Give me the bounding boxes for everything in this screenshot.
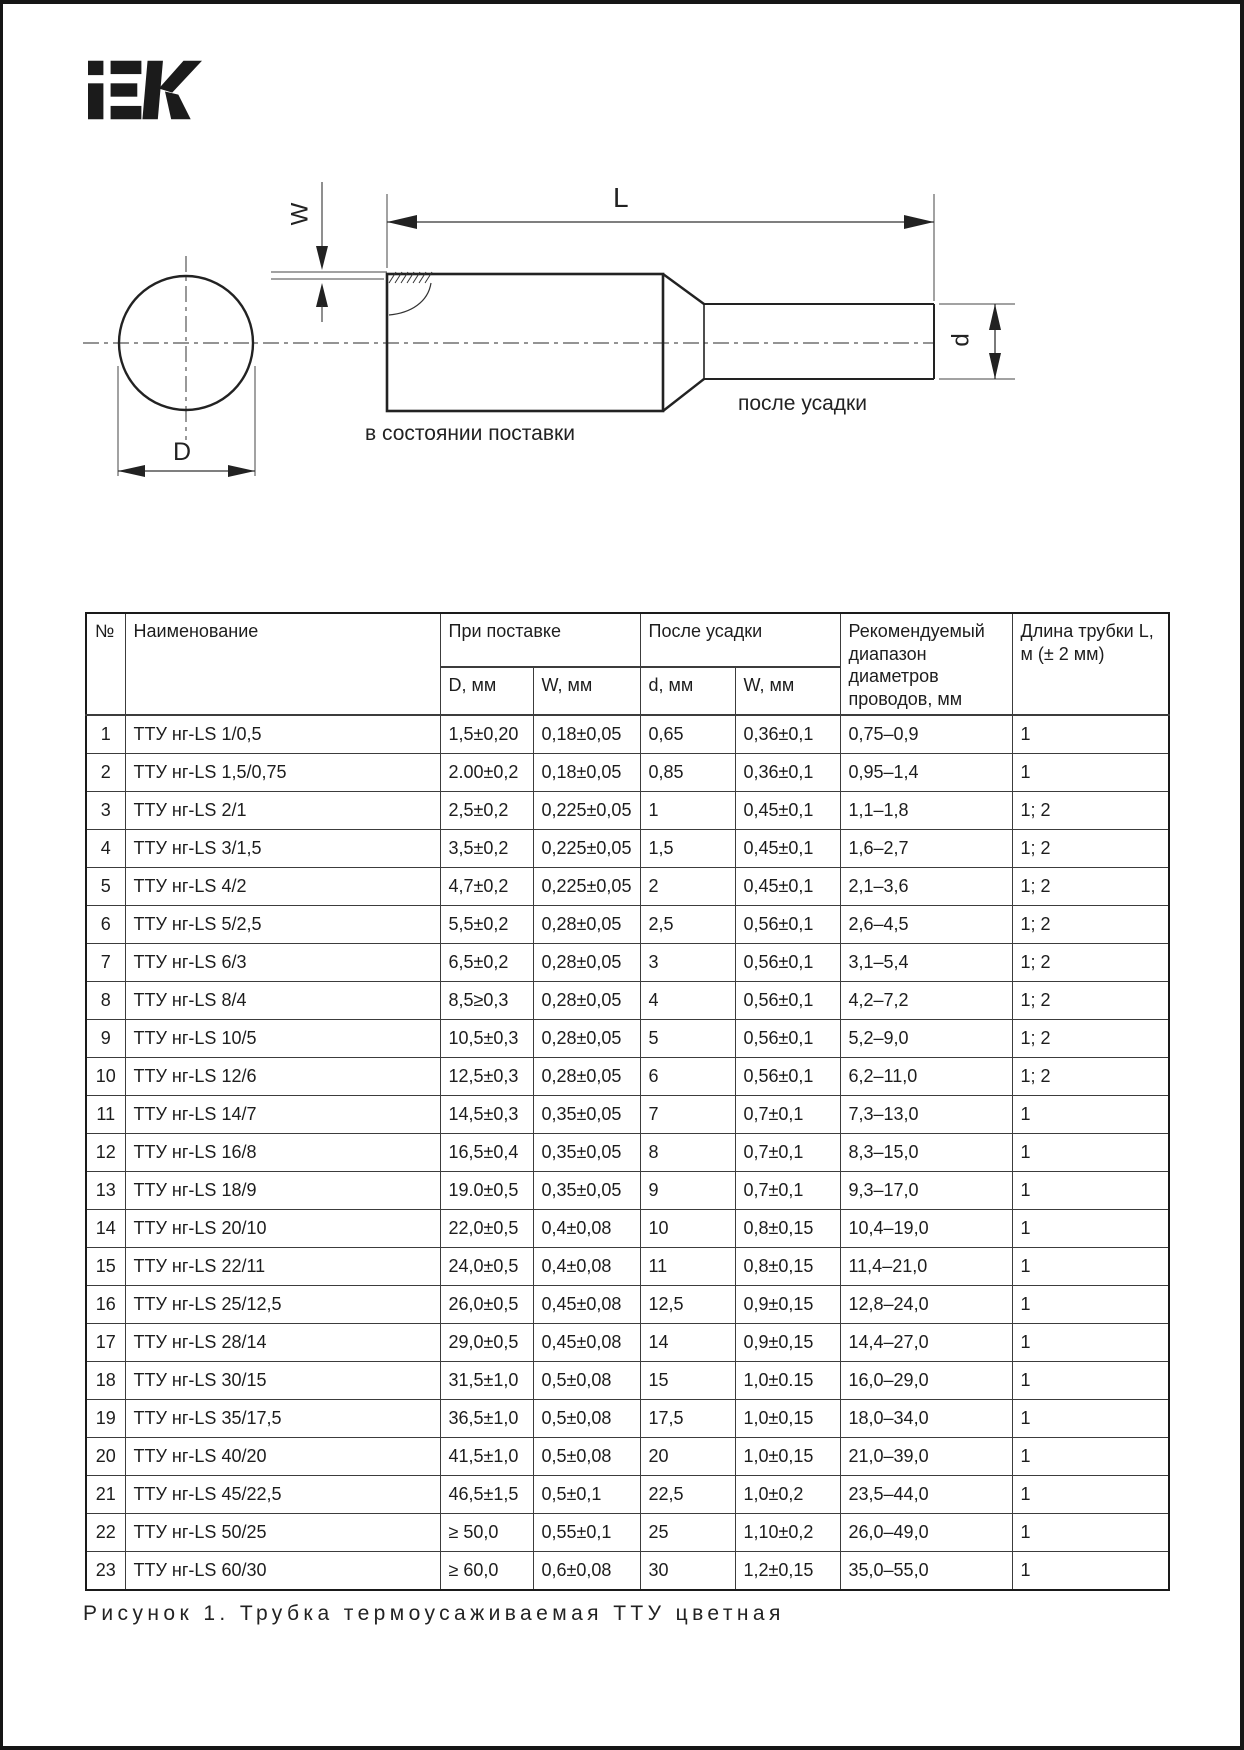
- table-cell: 1: [1012, 1172, 1169, 1210]
- table-cell: 8: [86, 982, 125, 1020]
- table-cell: 0,45±0,08: [533, 1324, 640, 1362]
- table-cell: ТТУ нг-LS 60/30: [125, 1552, 440, 1591]
- table-cell: 0,7±0,1: [735, 1096, 840, 1134]
- table-cell: 2,6–4,5: [840, 906, 1012, 944]
- table-cell: 15: [640, 1362, 735, 1400]
- table-cell: 30: [640, 1552, 735, 1591]
- table-cell: 1,1–1,8: [840, 792, 1012, 830]
- table-cell: 0,5±0,1: [533, 1476, 640, 1514]
- table-cell: ТТУ нг-LS 22/11: [125, 1248, 440, 1286]
- table-cell: 3,5±0,2: [440, 830, 533, 868]
- table-cell: 0,55±0,1: [533, 1514, 640, 1552]
- table-cell: 8,5≥0,3: [440, 982, 533, 1020]
- table-cell: 0,5±0,08: [533, 1438, 640, 1476]
- spec-table-body: [86, 715, 1169, 1590]
- table-cell: 0,7±0,1: [735, 1134, 840, 1172]
- table-cell: ТТУ нг-LS 4/2: [125, 868, 440, 906]
- table-cell: ТТУ нг-LS 8/4: [125, 982, 440, 1020]
- header-D-mm: D, мм: [440, 667, 533, 715]
- header-group-shrunk: После усадки: [640, 613, 840, 667]
- table-cell: 22,5: [640, 1476, 735, 1514]
- table-row: [86, 1324, 1169, 1362]
- table-cell: 0,225±0,05: [533, 868, 640, 906]
- table-cell: 41,5±1,0: [440, 1438, 533, 1476]
- table-cell: 12,5±0,3: [440, 1058, 533, 1096]
- table-cell: 6: [640, 1058, 735, 1096]
- table-cell: 26,0±0,5: [440, 1286, 533, 1324]
- table-cell: 2,5±0,2: [440, 792, 533, 830]
- table-cell: 0,225±0,05: [533, 830, 640, 868]
- arrowhead: [989, 304, 1001, 330]
- table-cell: 2: [86, 754, 125, 792]
- arrowhead: [316, 246, 328, 270]
- header-W-mm-shrunk: W, мм: [735, 667, 840, 715]
- table-cell: 21,0–39,0: [840, 1438, 1012, 1476]
- table-cell: 23: [86, 1552, 125, 1591]
- technical-drawing: [3, 4, 1244, 524]
- table-cell: 1,0±0.15: [735, 1362, 840, 1400]
- table-row: [86, 1286, 1169, 1324]
- table-cell: 0,56±0,1: [735, 906, 840, 944]
- table-cell: ТТУ нг-LS 20/10: [125, 1210, 440, 1248]
- table-cell: ТТУ нг-LS 2/1: [125, 792, 440, 830]
- table-cell: 17: [86, 1324, 125, 1362]
- state-label-shrunk: после усадки: [738, 392, 867, 415]
- table-cell: 15: [86, 1248, 125, 1286]
- table-cell: 0,4±0,08: [533, 1210, 640, 1248]
- table-cell: 3,1–5,4: [840, 944, 1012, 982]
- table-cell: 0,6±0,08: [533, 1552, 640, 1591]
- table-cell: 0,8±0,15: [735, 1248, 840, 1286]
- table-cell: ТТУ нг-LS 16/8: [125, 1134, 440, 1172]
- table-cell: 13: [86, 1172, 125, 1210]
- arrowhead: [904, 215, 934, 229]
- table-cell: 0,85: [640, 754, 735, 792]
- table-cell: 18: [86, 1362, 125, 1400]
- table-cell: ТТУ нг-LS 1,5/0,75: [125, 754, 440, 792]
- table-cell: 25: [640, 1514, 735, 1552]
- table-cell: 3: [640, 944, 735, 982]
- arrowhead: [387, 215, 417, 229]
- table-cell: 1,0±0,2: [735, 1476, 840, 1514]
- state-label-supplied: в состоянии поставки: [365, 422, 575, 445]
- table-cell: 0,18±0,05: [533, 715, 640, 754]
- table-cell: 2,5: [640, 906, 735, 944]
- table-cell: ТТУ нг-LS 45/22,5: [125, 1476, 440, 1514]
- table-row: [86, 1248, 1169, 1286]
- table-cell: 12,8–24,0: [840, 1286, 1012, 1324]
- table-cell: 4: [86, 830, 125, 868]
- table-cell: 1; 2: [1012, 830, 1169, 868]
- table-cell: 0,28±0,05: [533, 1020, 640, 1058]
- table-cell: 22: [86, 1514, 125, 1552]
- table-cell: 24,0±0,5: [440, 1248, 533, 1286]
- table-cell: 4,7±0,2: [440, 868, 533, 906]
- table-cell: 2,1–3,6: [840, 868, 1012, 906]
- table-cell: 1,0±0,15: [735, 1438, 840, 1476]
- spec-table-header: [86, 613, 1169, 715]
- header-W-mm-supply: W, мм: [533, 667, 640, 715]
- dimension-label-L: L: [613, 182, 629, 213]
- table-row: [86, 1476, 1169, 1514]
- table-cell: 1; 2: [1012, 1058, 1169, 1096]
- table-cell: 22,0±0,5: [440, 1210, 533, 1248]
- table-cell: 1: [1012, 1210, 1169, 1248]
- arrowhead: [118, 465, 145, 477]
- table-cell: 1,0±0,15: [735, 1400, 840, 1438]
- table-cell: 0,65: [640, 715, 735, 754]
- table-cell: 0,56±0,1: [735, 944, 840, 982]
- table-cell: ≥ 50,0: [440, 1514, 533, 1552]
- table-cell: 20: [86, 1438, 125, 1476]
- table-cell: 5,2–9,0: [840, 1020, 1012, 1058]
- table-cell: 1: [1012, 1476, 1169, 1514]
- table-cell: 18,0–34,0: [840, 1400, 1012, 1438]
- header-group-supply: При поставке: [440, 613, 640, 667]
- table-row: [86, 830, 1169, 868]
- table-cell: 0,7±0,1: [735, 1172, 840, 1210]
- table-cell: 1,5±0,20: [440, 715, 533, 754]
- table-cell: 8: [640, 1134, 735, 1172]
- table-cell: ТТУ нг-LS 50/25: [125, 1514, 440, 1552]
- table-cell: 9: [86, 1020, 125, 1058]
- table-cell: 29,0±0,5: [440, 1324, 533, 1362]
- table-cell: 1: [1012, 1552, 1169, 1591]
- table-row: [86, 1514, 1169, 1552]
- table-cell: 14,4–27,0: [840, 1324, 1012, 1362]
- table-cell: 0,56±0,1: [735, 1020, 840, 1058]
- table-cell: 0,28±0,05: [533, 982, 640, 1020]
- table-cell: 21: [86, 1476, 125, 1514]
- table-cell: ТТУ нг-LS 12/6: [125, 1058, 440, 1096]
- table-row: [86, 1172, 1169, 1210]
- table-cell: 1; 2: [1012, 944, 1169, 982]
- header-number: №: [86, 613, 125, 715]
- table-cell: 7: [640, 1096, 735, 1134]
- table-cell: 4: [640, 982, 735, 1020]
- table-cell: 0,36±0,1: [735, 754, 840, 792]
- table-cell: 1,2±0,15: [735, 1552, 840, 1591]
- table-cell: ТТУ нг-LS 40/20: [125, 1438, 440, 1476]
- table-cell: 16,5±0,4: [440, 1134, 533, 1172]
- table-row: [86, 868, 1169, 906]
- table-cell: 1: [1012, 1134, 1169, 1172]
- table-cell: 1: [1012, 1362, 1169, 1400]
- dimension-label-W: W: [286, 202, 314, 226]
- table-row: [86, 944, 1169, 982]
- table-cell: 0,45±0,08: [533, 1286, 640, 1324]
- table-cell: 1: [1012, 1248, 1169, 1286]
- table-cell: 7: [86, 944, 125, 982]
- table-row: [86, 1438, 1169, 1476]
- table-cell: 0,225±0,05: [533, 792, 640, 830]
- table-cell: 0,35±0,05: [533, 1134, 640, 1172]
- table-row: [86, 1096, 1169, 1134]
- table-cell: 0,45±0,1: [735, 792, 840, 830]
- table-cell: 10: [640, 1210, 735, 1248]
- table-row: [86, 1400, 1169, 1438]
- arrowhead: [228, 465, 255, 477]
- table-cell: 1: [1012, 1324, 1169, 1362]
- table-cell: 14: [86, 1210, 125, 1248]
- table-cell: 4,2–7,2: [840, 982, 1012, 1020]
- table-cell: 1,5: [640, 830, 735, 868]
- table-cell: 17,5: [640, 1400, 735, 1438]
- table-cell: 11: [86, 1096, 125, 1134]
- table-cell: ТТУ нг-LS 35/17,5: [125, 1400, 440, 1438]
- table-cell: 5,5±0,2: [440, 906, 533, 944]
- table-cell: 1: [1012, 1438, 1169, 1476]
- table-cell: ТТУ нг-LS 10/5: [125, 1020, 440, 1058]
- table-cell: 19.0±0,5: [440, 1172, 533, 1210]
- table-cell: 9,3–17,0: [840, 1172, 1012, 1210]
- table-cell: 10: [86, 1058, 125, 1096]
- table-row: [86, 1210, 1169, 1248]
- table-cell: 0,28±0,05: [533, 1058, 640, 1096]
- spec-table: [85, 612, 1170, 1591]
- arrowhead: [316, 283, 328, 307]
- table-cell: 1: [640, 792, 735, 830]
- table-cell: 0,18±0,05: [533, 754, 640, 792]
- table-cell: 1,6–2,7: [840, 830, 1012, 868]
- table-row: [86, 1058, 1169, 1096]
- table-cell: 0,28±0,05: [533, 944, 640, 982]
- table-row: [86, 792, 1169, 830]
- table-cell: ТТУ нг-LS 18/9: [125, 1172, 440, 1210]
- table-cell: 1; 2: [1012, 868, 1169, 906]
- table-cell: 12,5: [640, 1286, 735, 1324]
- table-cell: 0,95–1,4: [840, 754, 1012, 792]
- table-row: [86, 1552, 1169, 1591]
- figure-caption: Рисунок 1. Трубка термоусаживаемая ТТУ цветная: [83, 1602, 785, 1625]
- table-cell: 10,5±0,3: [440, 1020, 533, 1058]
- table-cell: 0,45±0,1: [735, 868, 840, 906]
- table-cell: 0,4±0,08: [533, 1248, 640, 1286]
- table-cell: ≥ 60,0: [440, 1552, 533, 1591]
- table-cell: 11: [640, 1248, 735, 1286]
- table-row: [86, 1362, 1169, 1400]
- table-row: [86, 1134, 1169, 1172]
- table-cell: ТТУ нг-LS 6/3: [125, 944, 440, 982]
- dimension-label-d: d: [947, 333, 975, 347]
- table-row: [86, 754, 1169, 792]
- table-cell: 23,5–44,0: [840, 1476, 1012, 1514]
- table-cell: 16: [86, 1286, 125, 1324]
- table-cell: 0,35±0,05: [533, 1172, 640, 1210]
- table-cell: ТТУ нг-LS 1/0,5: [125, 715, 440, 754]
- table-cell: ТТУ нг-LS 3/1,5: [125, 830, 440, 868]
- table-cell: 0,56±0,1: [735, 1058, 840, 1096]
- arrowhead: [989, 353, 1001, 379]
- table-cell: 26,0–49,0: [840, 1514, 1012, 1552]
- table-cell: 0,75–0,9: [840, 715, 1012, 754]
- table-cell: 19: [86, 1400, 125, 1438]
- table-row: [86, 715, 1169, 754]
- table-cell: 16,0–29,0: [840, 1362, 1012, 1400]
- table-row: [86, 906, 1169, 944]
- wall-leader-curve: [389, 283, 431, 315]
- table-cell: 3: [86, 792, 125, 830]
- table-cell: 12: [86, 1134, 125, 1172]
- dimension-label-D: D: [173, 438, 192, 466]
- table-cell: 0,35±0,05: [533, 1096, 640, 1134]
- table-cell: 1; 2: [1012, 982, 1169, 1020]
- table-cell: 6,5±0,2: [440, 944, 533, 982]
- table-cell: 1: [1012, 1514, 1169, 1552]
- table-cell: 6: [86, 906, 125, 944]
- header-name: Наименование: [125, 613, 440, 715]
- table-cell: 0,5±0,08: [533, 1400, 640, 1438]
- table-cell: 14: [640, 1324, 735, 1362]
- table-cell: 0,9±0,15: [735, 1324, 840, 1362]
- table-cell: 0,36±0,1: [735, 715, 840, 754]
- table-row: [86, 1020, 1169, 1058]
- table-cell: 36,5±1,0: [440, 1400, 533, 1438]
- table-cell: 10,4–19,0: [840, 1210, 1012, 1248]
- table-cell: 2.00±0,2: [440, 754, 533, 792]
- table-cell: 14,5±0,3: [440, 1096, 533, 1134]
- table-row: [86, 982, 1169, 1020]
- table-cell: ТТУ нг-LS 14/7: [125, 1096, 440, 1134]
- table-cell: 1: [1012, 1096, 1169, 1134]
- table-cell: 1; 2: [1012, 906, 1169, 944]
- table-cell: 1: [86, 715, 125, 754]
- table-cell: 0,45±0,1: [735, 830, 840, 868]
- table-cell: 46,5±1,5: [440, 1476, 533, 1514]
- table-cell: 1: [1012, 715, 1169, 754]
- table-cell: 0,9±0,15: [735, 1286, 840, 1324]
- table-cell: 0,5±0,08: [533, 1362, 640, 1400]
- header-d-mm: d, мм: [640, 667, 735, 715]
- table-cell: 2: [640, 868, 735, 906]
- table-cell: 6,2–11,0: [840, 1058, 1012, 1096]
- table-cell: 1: [1012, 754, 1169, 792]
- table-cell: 35,0–55,0: [840, 1552, 1012, 1591]
- table-cell: 8,3–15,0: [840, 1134, 1012, 1172]
- table-cell: ТТУ нг-LS 30/15: [125, 1362, 440, 1400]
- header-tube-length: Длина трубки L, м (± 2 мм): [1012, 613, 1169, 715]
- table-cell: 5: [640, 1020, 735, 1058]
- table-cell: 0,28±0,05: [533, 906, 640, 944]
- table-cell: 11,4–21,0: [840, 1248, 1012, 1286]
- table-cell: ТТУ нг-LS 5/2,5: [125, 906, 440, 944]
- table-cell: ТТУ нг-LS 25/12,5: [125, 1286, 440, 1324]
- table-cell: 0,8±0,15: [735, 1210, 840, 1248]
- table-cell: 1,10±0,2: [735, 1514, 840, 1552]
- table-cell: 1; 2: [1012, 792, 1169, 830]
- table-cell: 31,5±1,0: [440, 1362, 533, 1400]
- table-cell: 9: [640, 1172, 735, 1210]
- table-cell: 1; 2: [1012, 1020, 1169, 1058]
- table-cell: 1: [1012, 1286, 1169, 1324]
- table-cell: 20: [640, 1438, 735, 1476]
- table-cell: ТТУ нг-LS 28/14: [125, 1324, 440, 1362]
- table-cell: 7,3–13,0: [840, 1096, 1012, 1134]
- table-cell: 1: [1012, 1400, 1169, 1438]
- table-cell: 5: [86, 868, 125, 906]
- table-cell: 0,56±0,1: [735, 982, 840, 1020]
- header-wire-range: Рекомендуемый диапазон диаметров проводов, мм: [840, 613, 1012, 715]
